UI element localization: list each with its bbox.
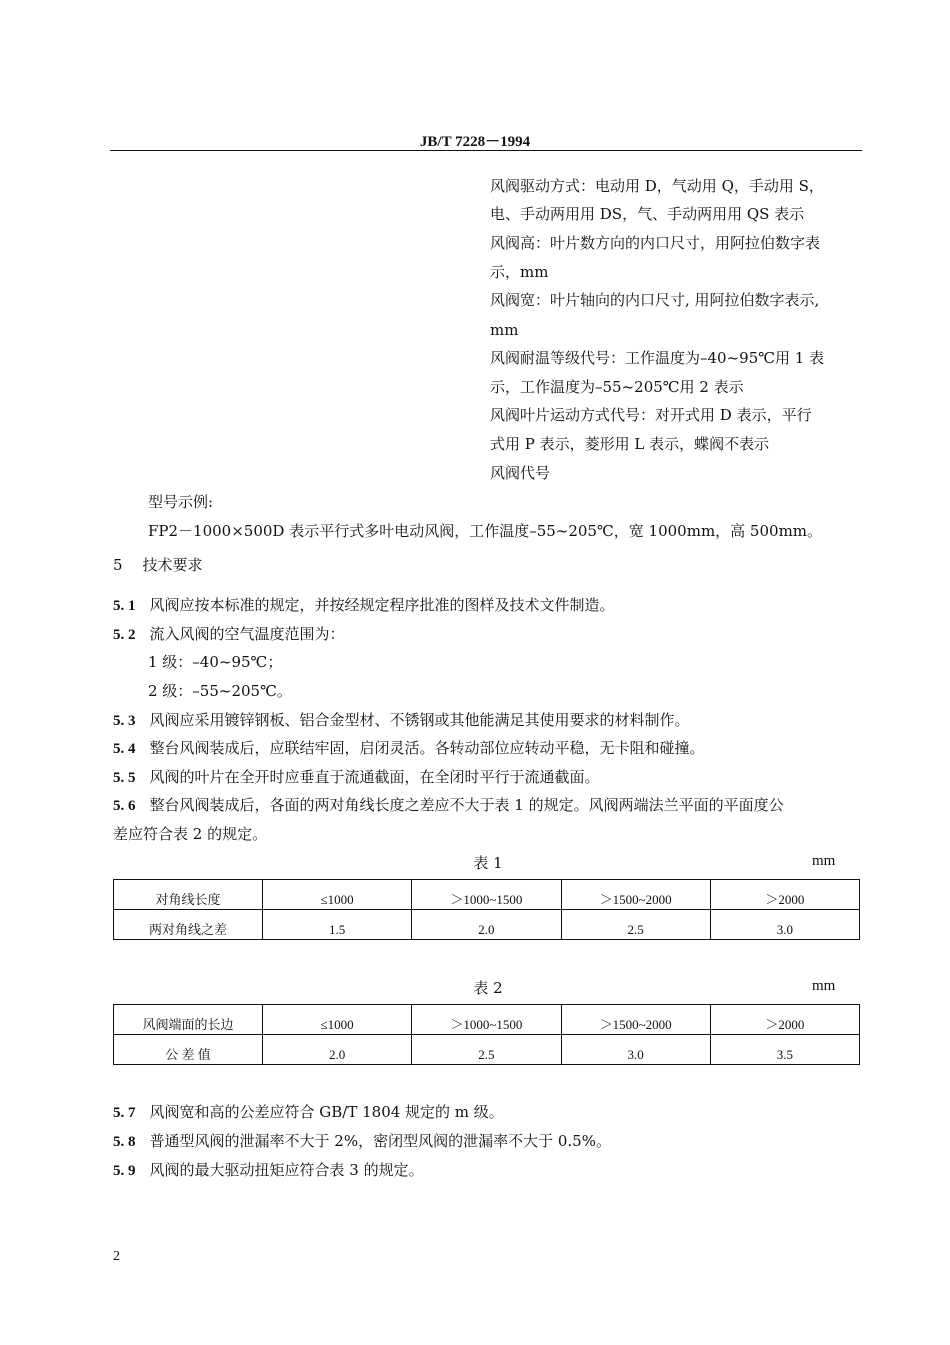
table-cell: 3.0 <box>710 910 859 940</box>
clause-text: 风阀应采用镀锌钢板、铝合金型材、不锈钢或其他能满足其使用要求的材料制作。 <box>149 711 690 729</box>
table-2-caption: 表 2 <box>473 979 503 997</box>
legend-line: 风阀叶片运动方式代号：对开式用 D 表示，平行 <box>490 406 812 424</box>
clause-5-2 <box>113 624 345 645</box>
table-cell: ＞1000~1500 <box>412 880 561 910</box>
clause-5-6-continued: 差应符合表 2 的规定。 <box>113 825 268 843</box>
table-cell: 1.5 <box>263 910 412 940</box>
table-cell: 公 差 值 <box>114 1035 263 1065</box>
legend-line: 风阀高：叶片数方向的内口尺寸，用阿拉伯数字表 <box>490 234 821 252</box>
table-row <box>114 1005 860 1035</box>
clause-number: 5. 6 <box>113 798 136 814</box>
clause-text: 风阀的叶片在全开时应垂直于流通截面，在全闭时平行于流通截面。 <box>149 768 600 786</box>
temperature-grade-1: 1 级：–40~95℃； <box>148 653 283 671</box>
clause-number: 5. 3 <box>113 713 136 729</box>
legend-line: 风阀耐温等级代号：工作温度为–40~95℃用 1 表 <box>490 349 825 367</box>
clause-number: 5. 1 <box>113 598 136 614</box>
legend-line: 示，工作温度为–55~205℃用 2 表示 <box>490 378 744 396</box>
table-cell: 2.0 <box>412 910 561 940</box>
clause-5-3 <box>113 710 690 731</box>
table-1 <box>113 879 860 940</box>
clause-number: 5. 4 <box>113 741 136 757</box>
clause-number: 5. 5 <box>113 770 136 786</box>
clause-5-7 <box>113 1102 504 1123</box>
clause-5-9 <box>113 1160 424 1181</box>
legend-line: 风阀宽：叶片轴向的内口尺寸, 用阿拉伯数字表示, <box>490 291 820 309</box>
table-cell: 2.5 <box>412 1035 561 1065</box>
table-cell: ≤1000 <box>263 1005 412 1035</box>
table-cell: 对角线长度 <box>114 880 263 910</box>
clause-5-4 <box>113 738 705 759</box>
clause-text: 整台风阀装成后，各面的两对角线长度之差应不大于表 1 的规定。风阀两端法兰平面的平面度公 <box>149 796 784 814</box>
example-label: 型号示例: <box>148 493 214 511</box>
table-cell: 2.0 <box>263 1035 412 1065</box>
table-row <box>114 910 860 940</box>
temperature-grade-2: 2 级：–55~205℃。 <box>148 682 292 700</box>
clause-text: 风阀宽和高的公差应符合 GB/T 1804 规定的 m 级。 <box>149 1103 504 1121</box>
clause-text: 整台风阀装成后，应联结牢固，启闭灵活。各转动部位应转动平稳，无卡阻和碰撞。 <box>149 739 705 757</box>
table-cell: 2.5 <box>561 910 710 940</box>
table-cell: 3.0 <box>561 1035 710 1065</box>
clause-number: 5. 2 <box>113 627 136 643</box>
table-1-unit: mm <box>812 853 836 869</box>
clause-text: 风阀的最大驱动扭矩应符合表 3 的规定。 <box>149 1161 424 1179</box>
clause-number: 5. 8 <box>113 1134 136 1150</box>
clause-text: 普通型风阀的泄漏率不大于 2%，密闭型风阀的泄漏率不大于 0.5%。 <box>149 1132 611 1150</box>
clause-5-8 <box>113 1131 611 1152</box>
legend-line: mm <box>490 321 519 339</box>
table-cell: ＞2000 <box>710 1005 859 1035</box>
table-2 <box>113 1004 860 1065</box>
table-row <box>114 1035 860 1065</box>
section-title: 技术要求 <box>142 556 203 574</box>
clause-text: 流入风阀的空气温度范围为： <box>149 625 345 643</box>
header-rule <box>110 150 862 151</box>
legend-line: 风阀代号 <box>490 464 551 482</box>
clause-5-5 <box>113 767 600 788</box>
table-cell: 两对角线之差 <box>114 910 263 940</box>
table-cell: 风阀端面的长边 <box>114 1005 263 1035</box>
document-header-title: JB/T 7228－1994 <box>419 134 531 150</box>
table-cell: 3.5 <box>710 1035 859 1065</box>
example-text: FP2－1000×500D 表示平行式多叶电动风阀，工作温度–55~205℃，宽 1000mm，高 500mm。 <box>148 522 823 540</box>
page-number: 2 <box>113 1249 120 1264</box>
section-heading <box>113 555 203 575</box>
table-row <box>114 880 860 910</box>
table-1-caption: 表 1 <box>473 854 503 872</box>
legend-line: 式用 P 表示，菱形用 L 表示，蝶阀不表示 <box>490 435 770 453</box>
clause-5-1 <box>113 595 615 616</box>
table-cell: ＞1000~1500 <box>412 1005 561 1035</box>
clause-text: 风阀应按本标准的规定，并按经规定程序批准的图样及技术文件制造。 <box>149 596 615 614</box>
section-number: 5 <box>113 556 123 574</box>
table-2-unit: mm <box>812 978 836 994</box>
table-cell: ≤1000 <box>263 880 412 910</box>
table-cell: ＞2000 <box>710 880 859 910</box>
legend-line: 风阀驱动方式：电动用 D，气动用 Q，手动用 S， <box>490 177 824 195</box>
legend-line: 示，mm <box>490 263 549 281</box>
clause-5-6 <box>113 795 784 816</box>
table-cell: ＞1500~2000 <box>561 1005 710 1035</box>
legend-line: 电、手动两用用 DS，气、手动两用用 QS 表示 <box>490 205 805 223</box>
clause-number: 5. 7 <box>113 1105 136 1121</box>
clause-number: 5. 9 <box>113 1163 136 1179</box>
table-cell: ＞1500~2000 <box>561 880 710 910</box>
